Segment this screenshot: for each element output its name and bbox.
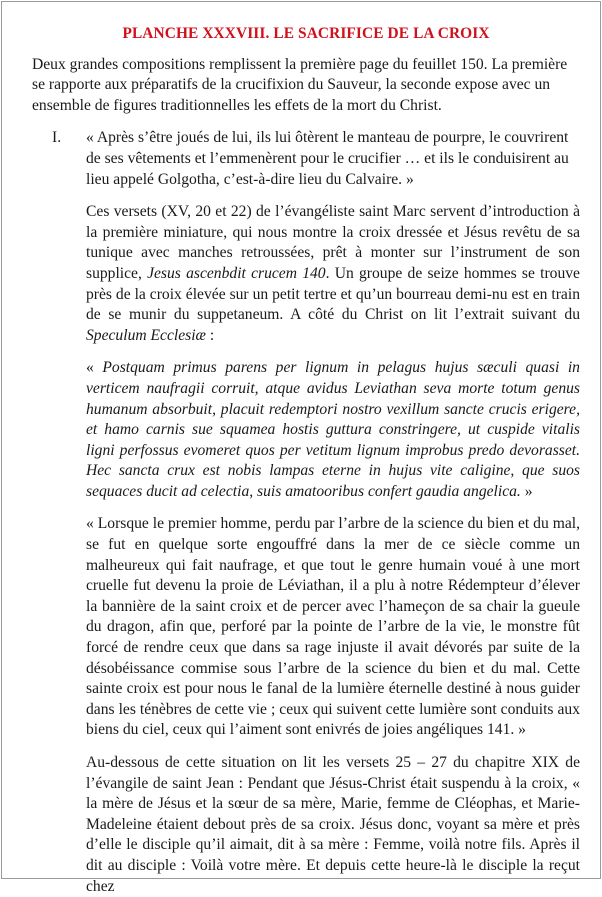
translation-paragraph: « Lorsque le premier homme, perdu par l’arbre de la science du bien et du mal, se fut en quelque sorte engouffré dans la mer de ce siècle comme un malheureux qui fait naufrage, et que tout le genre humain voué à une mort cruelle fut devenu la proie de Léviathan, il a plu à notre Rédempteur d’élever la bannière de la saint croix et de percer avec l’hameçon de sa chair la gueule du dragon, afin que, perforé par la pointe de l’arbre de la vie, le monstre fût forcé de rendre ceux que dans sa rage injuste il avait dévorés par suite de la désobéissance commise sous l’arbre de la science du bien et du mal. Cette sainte croix est pour nous le fanal de la lumière éternelle destiné à nous guider dans les ténèbres de cette vie ; ceux qui suivent cette lumière sont conduits aux biens du ciel, ceux qui l’aiment sont enivrés de joies angéliques 141. » — [86, 515, 580, 739]
commentary-text-2: . Un groupe de seize hommes se trouve près de la croix élevée sur un petit tertre et qu’un bourreau demi-nu est en train de se munir du suppetaneum. A côté du Christ on lit l’extrait suivant du — [86, 264, 580, 324]
inscription-citation: Jesus ascenbdit crucem 140 — [147, 264, 326, 282]
latin-extract-text: Postquam primus parens per lignum in pelagus hujus sæculi quasi in verticem naufragii corruit, atque avidus Leviathan seva morte totum genus humanum absorbuit, placuit redemptori nostro vexillum sancte crucis erigere, et hamo carnis sue squamea hostis guttura constringere, ut cuspide vitalis ligni perfossus evomeret quos per vetitum lignum improbus predo devorasset. Hec sancta crux est nobis lampas eterne in hujus vite caligine, que suos sequaces ducit ad celectia, suis amatooribus confert gaudia angelica. — [86, 359, 580, 500]
commentary-paragraph — [86, 202, 580, 346]
section-one — [32, 128, 580, 897]
john-gospel-paragraph: Au-dessous de cette situation on lit les versets 25 – 27 du chapitre XIX de l’évangile de saint Jean : Pendant que Jésus-Christ était suspendu à la croix, « la mère de Jésus et la sœur de sa mère, Marie, femme de Cléophas, et Marie-Madeleine étaient debout près de sa croix. Jésus donc, voyant sa mère et près d’elle le disciple qu’il aimait, dit à sa mère : Femme, voilà notre fils. Après il dit au disciple : Voilà votre mère. Et depuis cette heure-là le disciple la reçut chez — [86, 754, 580, 895]
commentary-text-1: Ces versets (XV, 20 et 22) de l’évangéliste saint Marc servent d’introduction à la première miniature, qui nous montre la croix dressée et Jésus revêtu de sa tunique avec manches retroussées, prêt à monter sur l’instrument de son supplice, — [86, 203, 580, 282]
commentary-text-3: : — [205, 326, 215, 344]
section-numeral: I. — [52, 129, 62, 147]
source-title: Speculum Ecclesiæ — [86, 326, 206, 344]
document-page — [1, 1, 601, 895]
page-title: PLANCHE XXXVIII. LE SACRIFICE DE LA CROIX — [122, 25, 490, 42]
intro-paragraph: Deux grandes compositions remplissent la première page du feuillet 150. La première se rapporte aux préparatifs de la crucifixion du Sauveur, la seconde expose avec un ensemble de figures traditionnelles les effets de la mort du Christ. — [32, 55, 568, 114]
latin-extract-paragraph — [86, 358, 580, 502]
latin-open-quote: « — [86, 359, 103, 377]
latin-close-quote: » — [520, 482, 533, 500]
gospel-quote-paragraph: « Après s’être joués de lui, ils lui ôtèrent le manteau de pourpre, le couvrirent de ses vêtements et l’emmenèrent pour le crucifier … et ils le conduisirent au lieu appelé Golgotha, c’est-à-dire lieu du Calvaire. » — [86, 129, 569, 188]
